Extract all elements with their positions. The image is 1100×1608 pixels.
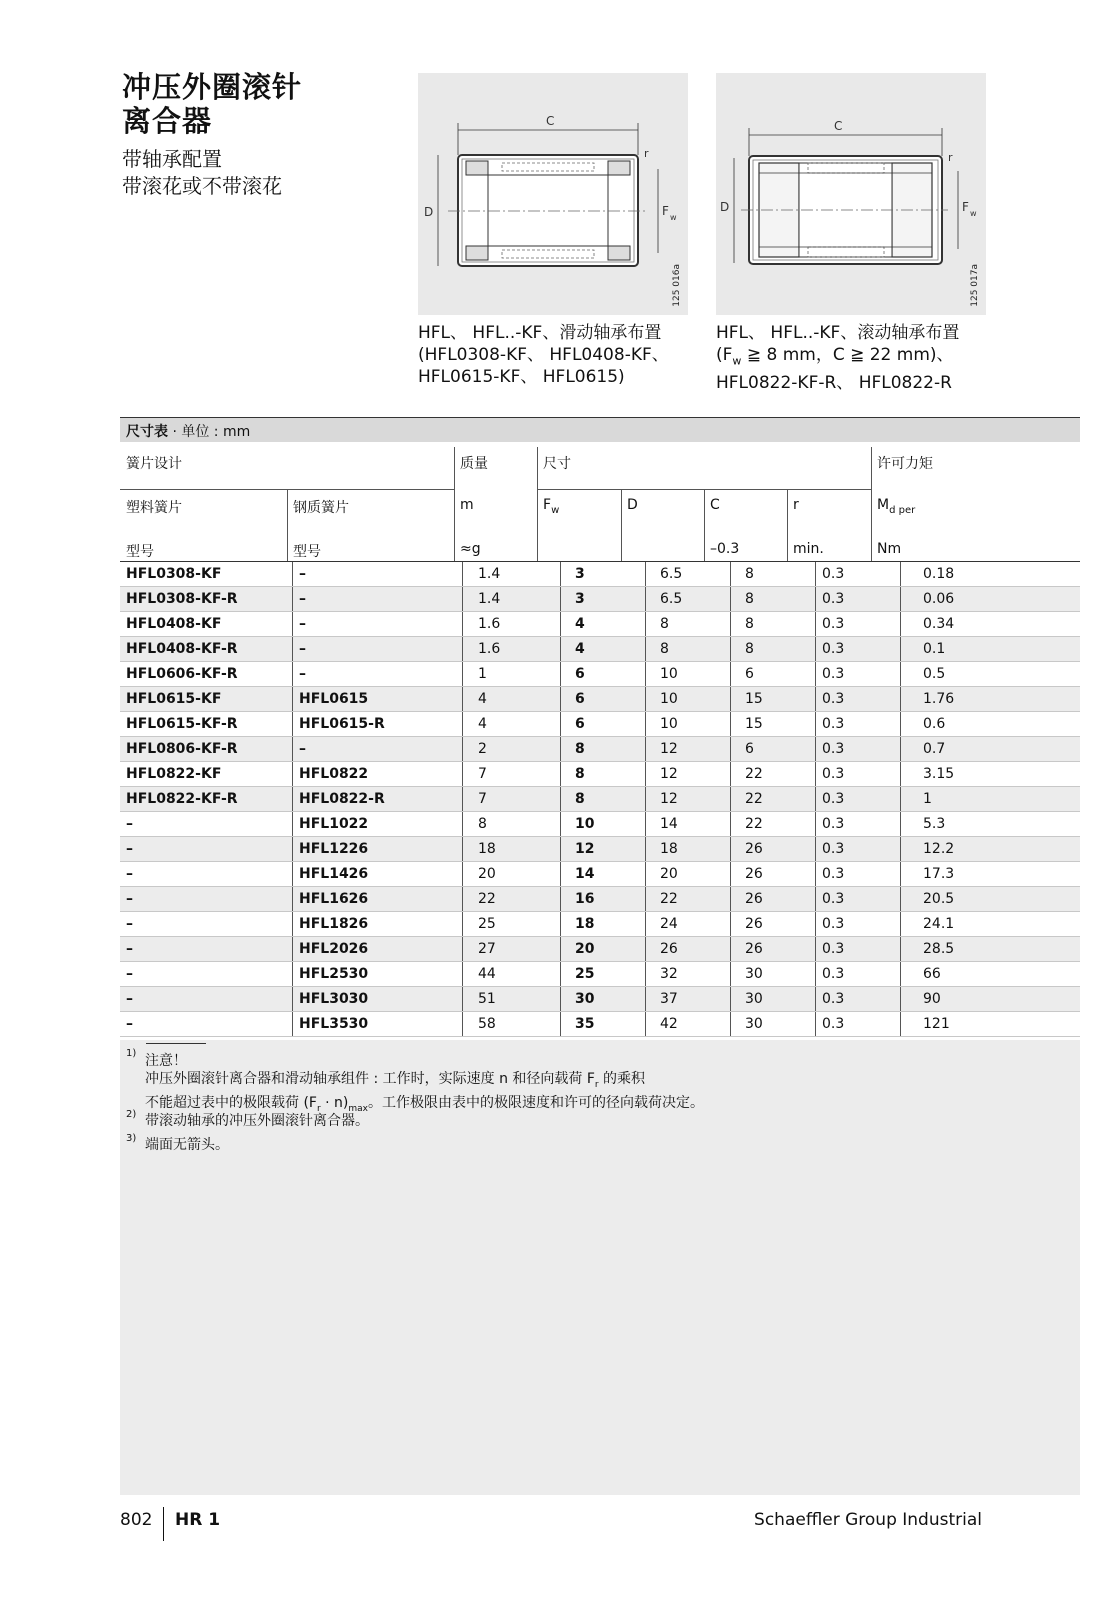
cell-plastic-type: – <box>120 912 293 937</box>
cell-steel-type: HFL3030 <box>293 987 463 1012</box>
cell-torque: 0.18 <box>901 562 1081 587</box>
cell-torque: 0.5 <box>901 662 1081 687</box>
caption-1-line-1: HFL、 HFL..-KF、滑动轴承布置 <box>418 323 662 343</box>
cell-mass: 58 <box>463 1012 561 1037</box>
note-1-line-1 <box>145 1070 704 1094</box>
cell-torque: 3.15 <box>901 762 1081 787</box>
cell-steel-type: HFL0822-R <box>293 787 463 812</box>
cell-steel-type: HFL0822 <box>293 762 463 787</box>
cell-torque: 121 <box>901 1012 1081 1037</box>
header-plastic-spring: 塑料簧片 <box>126 500 182 516</box>
page-title-line-1: 冲压外圈滚针 <box>122 70 303 104</box>
label-r: r <box>948 151 953 164</box>
page-subtitle <box>122 146 282 200</box>
cell-c: 22 <box>731 812 816 837</box>
table-row <box>120 587 1080 612</box>
cell-c: 6 <box>731 737 816 762</box>
header-tolerance-c: –0.3 <box>710 541 740 557</box>
cell-c: 8 <box>731 587 816 612</box>
cell-torque: 90 <box>901 987 1081 1012</box>
footer-divider <box>163 1507 164 1541</box>
cell-mass: 7 <box>463 787 561 812</box>
cell-steel-type: HFL2026 <box>293 937 463 962</box>
cell-fw: 30 <box>561 987 646 1012</box>
section-label: HR 1 <box>175 1510 221 1530</box>
cell-plastic-type: HFL0606-KF-R <box>120 662 293 687</box>
header-md-label: M <box>877 497 890 513</box>
header-md-sub: d per <box>889 504 916 516</box>
cell-plastic-type: HFL0822-KF <box>120 762 293 787</box>
cell-plastic-type: – <box>120 987 293 1012</box>
table-caption <box>126 421 250 441</box>
notes-rule <box>146 1043 206 1044</box>
cell-torque: 17.3 <box>901 862 1081 887</box>
table-row <box>120 762 1080 787</box>
cell-r: 0.3 <box>816 812 901 837</box>
label-c: C <box>834 119 843 133</box>
cell-c: 22 <box>731 787 816 812</box>
header-m: m <box>460 497 474 513</box>
cell-r: 0.3 <box>816 937 901 962</box>
cell-r: 0.3 <box>816 1012 901 1037</box>
dimension-table <box>120 562 1080 1037</box>
note-2: 带滚动轴承的冲压外圈滚针离合器。 <box>145 1113 369 1129</box>
cell-r: 0.3 <box>816 762 901 787</box>
caption-2-fw-sub: w <box>732 354 742 368</box>
cell-r: 0.3 <box>816 787 901 812</box>
cell-steel-type: – <box>293 737 463 762</box>
cell-c: 26 <box>731 912 816 937</box>
cell-steel-type: – <box>293 662 463 687</box>
cell-r: 0.3 <box>816 662 901 687</box>
cell-plastic-type: – <box>120 887 293 912</box>
cell-steel-type: HFL1826 <box>293 912 463 937</box>
caption-1-line-3: HFL0615-KF、 HFL0615) <box>418 367 625 387</box>
cell-steel-type: HFL3530 <box>293 1012 463 1037</box>
header-md <box>877 497 915 516</box>
header-unit-r: min. <box>793 541 824 557</box>
figure-code: 125 016a <box>672 264 682 307</box>
header-divider <box>704 490 705 562</box>
cell-fw: 20 <box>561 937 646 962</box>
cell-mass: 4 <box>463 712 561 737</box>
note-1 <box>145 1052 704 1118</box>
table-row <box>120 787 1080 812</box>
label-fw: F <box>662 204 669 218</box>
cell-fw: 18 <box>561 912 646 937</box>
caption-2-condition: ≧ 8 mm，C ≧ 22 mm)、 <box>741 345 954 365</box>
table-row <box>120 612 1080 637</box>
cell-d: 18 <box>646 837 731 862</box>
cell-steel-type: – <box>293 587 463 612</box>
header-spring-design: 簧片设计 <box>126 456 182 472</box>
header-type-steel: 型号 <box>293 544 321 560</box>
note-1-line2-a: 不能超过表中的极限载荷 (F <box>145 1094 317 1111</box>
cell-fw: 6 <box>561 712 646 737</box>
cell-d: 6.5 <box>646 562 731 587</box>
table-row <box>120 912 1080 937</box>
cell-fw: 3 <box>561 587 646 612</box>
page-title <box>122 70 302 138</box>
header-fw <box>543 497 559 516</box>
cell-c: 26 <box>731 887 816 912</box>
cell-mass: 44 <box>463 962 561 987</box>
cell-plastic-type: – <box>120 937 293 962</box>
cell-torque: 5.3 <box>901 812 1081 837</box>
cell-d: 12 <box>646 737 731 762</box>
cell-plastic-type: – <box>120 837 293 862</box>
cell-fw: 16 <box>561 887 646 912</box>
cell-mass: 18 <box>463 837 561 862</box>
label-r: r <box>644 147 649 160</box>
caption-2-line-3: HFL0822-KF-R、 HFL0822-R <box>716 373 952 394</box>
label-fw-sub: w <box>970 209 977 218</box>
note-1-sub: r <box>594 1079 599 1090</box>
table-row <box>120 1012 1080 1037</box>
cell-fw: 12 <box>561 837 646 862</box>
cell-r: 0.3 <box>816 712 901 737</box>
header-dimensions: 尺寸 <box>543 456 571 472</box>
cell-d: 10 <box>646 662 731 687</box>
cell-c: 6 <box>731 662 816 687</box>
cell-steel-type: HFL1626 <box>293 887 463 912</box>
cell-r: 0.3 <box>816 562 901 587</box>
cell-fw: 10 <box>561 812 646 837</box>
cell-c: 8 <box>731 612 816 637</box>
table-caption-bold: 尺寸表 <box>126 424 168 440</box>
cell-r: 0.3 <box>816 637 901 662</box>
cell-r: 0.3 <box>816 837 901 862</box>
cell-torque: 0.7 <box>901 737 1081 762</box>
cell-plastic-type: – <box>120 962 293 987</box>
cell-plastic-type: HFL0408-KF-R <box>120 637 293 662</box>
table-row <box>120 712 1080 737</box>
cell-fw: 3 <box>561 562 646 587</box>
cell-d: 20 <box>646 862 731 887</box>
page-number: 802 <box>120 1510 153 1530</box>
cell-steel-type: HFL0615 <box>293 687 463 712</box>
note-3: 端面无箭头。 <box>145 1137 229 1153</box>
cell-c: 30 <box>731 987 816 1012</box>
cell-steel-type: HFL1022 <box>293 812 463 837</box>
cell-mass: 4 <box>463 687 561 712</box>
table-row <box>120 637 1080 662</box>
header-divider <box>287 490 288 562</box>
cell-torque: 0.1 <box>901 637 1081 662</box>
cell-mass: 25 <box>463 912 561 937</box>
cell-torque: 66 <box>901 962 1081 987</box>
header-divider <box>537 447 538 562</box>
note-3-mark: 3) <box>126 1133 137 1144</box>
table-row <box>120 837 1080 862</box>
header-unit-m: ≈g <box>460 541 481 557</box>
table-row <box>120 737 1080 762</box>
cell-r: 0.3 <box>816 962 901 987</box>
cell-steel-type: HFL2530 <box>293 962 463 987</box>
cell-r: 0.3 <box>816 912 901 937</box>
table-caption-bar <box>120 417 1080 442</box>
table-row <box>120 562 1080 587</box>
cell-fw: 4 <box>561 637 646 662</box>
cell-plastic-type: – <box>120 812 293 837</box>
header-type-plastic: 型号 <box>126 544 154 560</box>
cell-c: 8 <box>731 637 816 662</box>
cell-mass: 1 <box>463 662 561 687</box>
cell-steel-type: – <box>293 562 463 587</box>
cell-mass: 51 <box>463 987 561 1012</box>
cell-fw: 35 <box>561 1012 646 1037</box>
cell-r: 0.3 <box>816 987 901 1012</box>
cell-torque: 20.5 <box>901 887 1081 912</box>
cell-mass: 22 <box>463 887 561 912</box>
cell-c: 15 <box>731 687 816 712</box>
cell-steel-type: – <box>293 637 463 662</box>
cell-fw: 8 <box>561 787 646 812</box>
cell-d: 12 <box>646 762 731 787</box>
cell-d: 10 <box>646 712 731 737</box>
cell-mass: 1.4 <box>463 587 561 612</box>
header-divider <box>871 447 872 562</box>
cell-mass: 27 <box>463 937 561 962</box>
table-row <box>120 687 1080 712</box>
table-row <box>120 887 1080 912</box>
figure-caption-1 <box>418 322 669 388</box>
cell-torque: 1 <box>901 787 1081 812</box>
cell-plastic-type: HFL0408-KF <box>120 612 293 637</box>
cell-d: 22 <box>646 887 731 912</box>
note-2-mark: 2) <box>126 1109 137 1120</box>
cell-fw: 6 <box>561 662 646 687</box>
cell-steel-type: HFL1426 <box>293 862 463 887</box>
note-1-mark: 1) <box>126 1048 137 1059</box>
header-rule <box>120 489 454 490</box>
header-fw-sub: w <box>551 504 560 516</box>
cell-d: 12 <box>646 787 731 812</box>
cell-mass: 20 <box>463 862 561 887</box>
cell-d: 6.5 <box>646 587 731 612</box>
cell-c: 30 <box>731 1012 816 1037</box>
cell-mass: 8 <box>463 812 561 837</box>
caption-2-line-2 <box>716 344 959 372</box>
cell-d: 8 <box>646 637 731 662</box>
cell-r: 0.3 <box>816 737 901 762</box>
note-1-text-b: 的乘积 <box>598 1071 646 1087</box>
table-row <box>120 812 1080 837</box>
page-subtitle-line-2: 带滚花或不带滚花 <box>122 174 282 198</box>
cell-fw: 8 <box>561 737 646 762</box>
cell-c: 26 <box>731 837 816 862</box>
cell-r: 0.3 <box>816 887 901 912</box>
cell-plastic-type: HFL0615-KF <box>120 687 293 712</box>
cell-mass: 1.6 <box>463 637 561 662</box>
bearing-drawing-2 <box>716 73 986 315</box>
cell-r: 0.3 <box>816 587 901 612</box>
bearing-drawing-1 <box>418 73 688 315</box>
cell-d: 24 <box>646 912 731 937</box>
cell-r: 0.3 <box>816 687 901 712</box>
figure-rolling-bearing <box>716 73 986 315</box>
label-d: D <box>720 200 730 214</box>
header-mass: 质量 <box>460 456 488 472</box>
cell-c: 26 <box>731 937 816 962</box>
header-r: r <box>793 497 799 513</box>
cell-r: 0.3 <box>816 612 901 637</box>
cell-fw: 8 <box>561 762 646 787</box>
cell-torque: 12.2 <box>901 837 1081 862</box>
label-c: C <box>546 114 555 128</box>
cell-torque: 0.6 <box>901 712 1081 737</box>
cell-fw: 25 <box>561 962 646 987</box>
cell-d: 8 <box>646 612 731 637</box>
cell-torque: 28.5 <box>901 937 1081 962</box>
table-row <box>120 662 1080 687</box>
header-divider <box>621 490 622 562</box>
cell-plastic-type: HFL0308-KF <box>120 562 293 587</box>
cell-c: 8 <box>731 562 816 587</box>
cell-plastic-type: – <box>120 862 293 887</box>
note-1-line2-b: · n) <box>320 1094 349 1111</box>
cell-mass: 7 <box>463 762 561 787</box>
cell-mass: 2 <box>463 737 561 762</box>
header-c: C <box>710 497 720 513</box>
header-divider <box>787 490 788 562</box>
cell-steel-type: – <box>293 612 463 637</box>
table-row <box>120 987 1080 1012</box>
cell-c: 30 <box>731 962 816 987</box>
header-rule <box>538 489 871 490</box>
note-1-line2-c: 。工作极限由表中的极限速度和许可的径向载荷决定。 <box>367 1094 704 1111</box>
label-fw-sub: w <box>670 213 677 222</box>
header-steel-spring: 钢质簧片 <box>293 500 349 516</box>
label-d: D <box>424 205 434 219</box>
header-d: D <box>627 497 638 513</box>
caption-2-fw: (F <box>716 345 733 365</box>
cell-plastic-type: – <box>120 1012 293 1037</box>
cell-d: 42 <box>646 1012 731 1037</box>
header-torque: 许可力矩 <box>877 456 933 472</box>
cell-plastic-type: HFL0806-KF-R <box>120 737 293 762</box>
cell-mass: 1.6 <box>463 612 561 637</box>
cell-d: 10 <box>646 687 731 712</box>
cell-plastic-type: HFL0308-KF-R <box>120 587 293 612</box>
cell-c: 22 <box>731 762 816 787</box>
cell-steel-type: HFL1226 <box>293 837 463 862</box>
cell-plastic-type: HFL0822-KF-R <box>120 787 293 812</box>
table-row <box>120 962 1080 987</box>
cell-fw: 4 <box>561 612 646 637</box>
header-unit-md: Nm <box>877 541 902 557</box>
note-1-text-a: 冲压外圈滚针离合器和滑动轴承组件 : 工作时，实际速度 n 和径向载荷 F <box>145 1071 595 1087</box>
header-divider <box>454 447 455 562</box>
caption-2-line-1: HFL、 HFL..-KF、滚动轴承布置 <box>716 323 960 343</box>
note-1-line2-sub2: max <box>348 1103 368 1114</box>
cell-torque: 0.34 <box>901 612 1081 637</box>
cell-torque: 1.76 <box>901 687 1081 712</box>
table-row <box>120 937 1080 962</box>
cell-plastic-type: HFL0615-KF-R <box>120 712 293 737</box>
cell-fw: 6 <box>561 687 646 712</box>
cell-d: 26 <box>646 937 731 962</box>
cell-d: 14 <box>646 812 731 837</box>
note-1-title: 注意！ <box>145 1053 187 1069</box>
page-subtitle-line-1: 带轴承配置 <box>122 147 222 171</box>
figure-code: 125 017a <box>970 264 980 307</box>
note-1-line2-sub1: r <box>316 1103 321 1114</box>
cell-d: 37 <box>646 987 731 1012</box>
table-row <box>120 862 1080 887</box>
caption-1-line-2: (HFL0308-KF、 HFL0408-KF、 <box>418 345 669 365</box>
cell-torque: 24.1 <box>901 912 1081 937</box>
cell-d: 32 <box>646 962 731 987</box>
label-fw: F <box>962 200 969 214</box>
cell-torque: 0.06 <box>901 587 1081 612</box>
table-caption-unit: · 单位 : mm <box>168 424 251 440</box>
cell-fw: 14 <box>561 862 646 887</box>
cell-c: 15 <box>731 712 816 737</box>
page-title-line-2: 离合器 <box>122 104 213 138</box>
company-name: Schaeffler Group Industrial <box>754 1510 982 1530</box>
cell-steel-type: HFL0615-R <box>293 712 463 737</box>
figure-sliding-bearing <box>418 73 688 315</box>
cell-r: 0.3 <box>816 862 901 887</box>
cell-c: 26 <box>731 862 816 887</box>
header-fw-label: F <box>543 497 552 513</box>
cell-mass: 1.4 <box>463 562 561 587</box>
figure-caption-2 <box>716 322 959 394</box>
